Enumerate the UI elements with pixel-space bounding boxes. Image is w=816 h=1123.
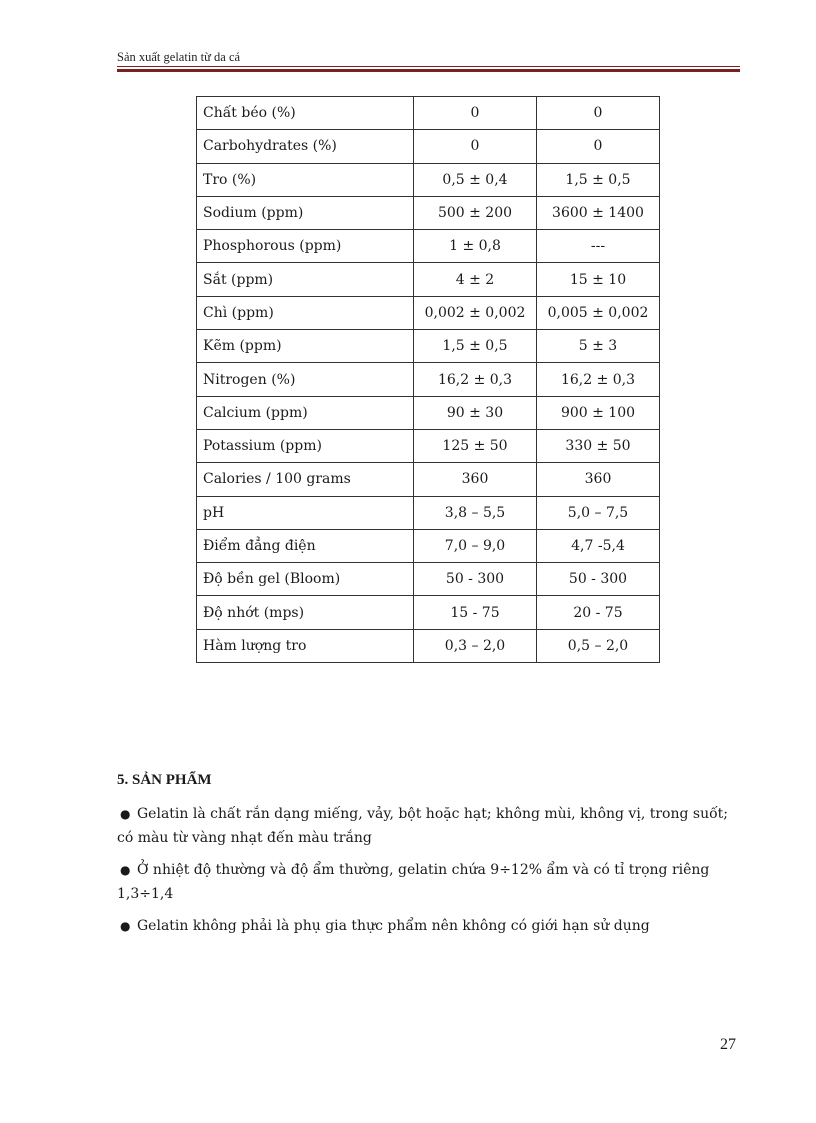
section-heading: 5. SẢN PHẨM	[117, 772, 212, 788]
table-row	[197, 396, 660, 429]
value-cell-col1: 1 ± 0,8	[414, 230, 537, 263]
value-cell-col2: 1,5 ± 0,5	[537, 163, 660, 196]
value-cell-col1: 16,2 ± 0,3	[414, 363, 537, 396]
value-cell-col2: 50 - 300	[537, 563, 660, 596]
value-cell-col1: 500 ± 200	[414, 196, 537, 229]
value-cell-col1: 125 ± 50	[414, 429, 537, 462]
property-name-cell: Phosphorous (ppm)	[197, 230, 414, 263]
table-row	[197, 629, 660, 662]
value-cell-col2: ---	[537, 230, 660, 263]
bullet-text-first: Ở nhiệt độ thường và độ ẩm thường, gelatin chứa 9÷12% ẩm và có tỉ trọng riêng	[137, 862, 710, 878]
property-name-cell: Carbohydrates (%)	[197, 130, 414, 163]
value-cell-col2: 4,7 -5,4	[537, 529, 660, 562]
value-cell-col2: 5,0 – 7,5	[537, 496, 660, 529]
property-name-cell: Chì (ppm)	[197, 296, 414, 329]
table-row	[197, 130, 660, 163]
property-name-cell: Độ nhớt (mps)	[197, 596, 414, 629]
table-row	[197, 429, 660, 462]
property-name-cell: pH	[197, 496, 414, 529]
bullet-list	[117, 802, 739, 946]
property-name-cell: Calcium (ppm)	[197, 396, 414, 429]
table-row	[197, 496, 660, 529]
page-number: 27	[720, 1036, 736, 1053]
value-cell-col2: 0,5 – 2,0	[537, 629, 660, 662]
value-cell-col2: 330 ± 50	[537, 429, 660, 462]
value-cell-col1: 0,002 ± 0,002	[414, 296, 537, 329]
property-name-cell: Tro (%)	[197, 163, 414, 196]
value-cell-col2: 3600 ± 1400	[537, 196, 660, 229]
table-row	[197, 263, 660, 296]
table-row	[197, 97, 660, 130]
bullet-text-first: Gelatin không phải là phụ gia thực phẩm nên không có giới hạn sử dụng	[137, 918, 650, 934]
value-cell-col1: 1,5 ± 0,5	[414, 330, 537, 363]
value-cell-col2: 0	[537, 97, 660, 130]
property-name-cell: Kẽm (ppm)	[197, 330, 414, 363]
value-cell-col1: 90 ± 30	[414, 396, 537, 429]
bullet-item	[117, 858, 739, 906]
table-row	[197, 529, 660, 562]
value-cell-col1: 4 ± 2	[414, 263, 537, 296]
property-name-cell: Chất béo (%)	[197, 97, 414, 130]
table-row	[197, 196, 660, 229]
bullet-dot-icon: ●	[120, 807, 131, 821]
table-row	[197, 163, 660, 196]
property-name-cell: Sodium (ppm)	[197, 196, 414, 229]
value-cell-col2: 16,2 ± 0,3	[537, 363, 660, 396]
value-cell-col1: 0	[414, 97, 537, 130]
bullet-dot-icon: ●	[120, 919, 131, 933]
property-name-cell: Calories / 100 grams	[197, 463, 414, 496]
property-name-cell: Độ bền gel (Bloom)	[197, 563, 414, 596]
table-row	[197, 296, 660, 329]
table-row	[197, 330, 660, 363]
properties-table	[196, 96, 660, 663]
property-name-cell: Potassium (ppm)	[197, 429, 414, 462]
property-name-cell: Nitrogen (%)	[197, 363, 414, 396]
value-cell-col2: 20 - 75	[537, 596, 660, 629]
table-row	[197, 563, 660, 596]
property-name-cell: Điểm đẳng điện	[197, 529, 414, 562]
header-divider	[117, 66, 740, 72]
value-cell-col1: 0,3 – 2,0	[414, 629, 537, 662]
bullet-dot-icon: ●	[120, 863, 131, 877]
running-header-title: Sản xuất gelatin từ da cá	[117, 50, 241, 64]
value-cell-col1: 0,5 ± 0,4	[414, 163, 537, 196]
bullet-item	[117, 802, 739, 850]
table-row	[197, 363, 660, 396]
bullet-text-rest: 1,3÷1,4	[117, 886, 174, 902]
value-cell-col1: 0	[414, 130, 537, 163]
value-cell-col1: 7,0 – 9,0	[414, 529, 537, 562]
properties-table-body	[197, 97, 660, 663]
table-row	[197, 230, 660, 263]
value-cell-col2: 5 ± 3	[537, 330, 660, 363]
value-cell-col2: 0	[537, 130, 660, 163]
property-name-cell: Sắt (ppm)	[197, 263, 414, 296]
table-row	[197, 596, 660, 629]
bullet-item	[117, 914, 739, 938]
bullet-text-first: Gelatin là chất rắn dạng miếng, vảy, bột hoặc hạt; không mùi, không vị, trong suốt;	[137, 806, 729, 822]
value-cell-col1: 50 - 300	[414, 563, 537, 596]
value-cell-col1: 360	[414, 463, 537, 496]
value-cell-col1: 15 - 75	[414, 596, 537, 629]
table-row	[197, 463, 660, 496]
property-name-cell: Hàm lượng tro	[197, 629, 414, 662]
bullet-text-rest: có màu từ vàng nhạt đến màu trắng	[117, 830, 372, 846]
value-cell-col2: 0,005 ± 0,002	[537, 296, 660, 329]
value-cell-col1: 3,8 – 5,5	[414, 496, 537, 529]
value-cell-col2: 360	[537, 463, 660, 496]
value-cell-col2: 15 ± 10	[537, 263, 660, 296]
value-cell-col2: 900 ± 100	[537, 396, 660, 429]
